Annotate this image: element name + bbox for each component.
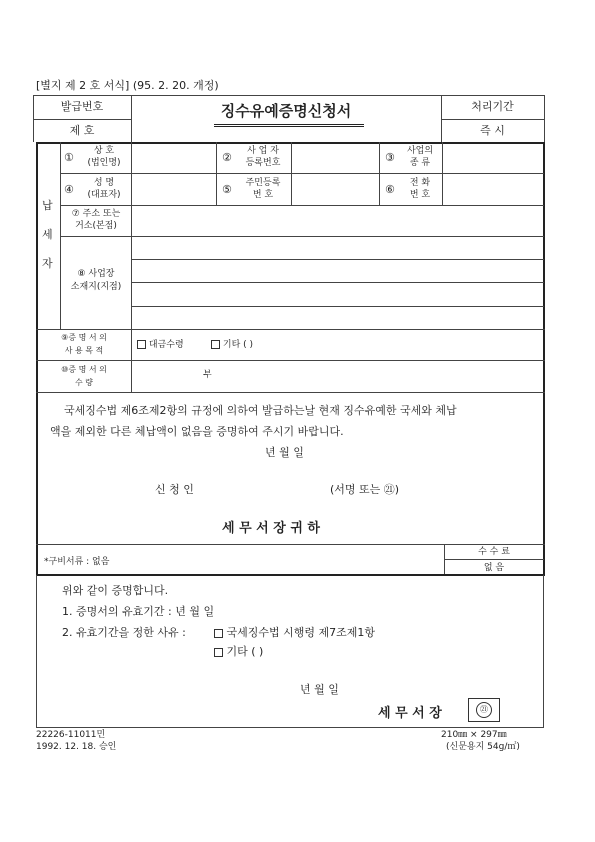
business-reg-input[interactable]	[292, 143, 378, 172]
purpose-option-payment[interactable]	[137, 340, 184, 350]
processing-period-value: 즉 시	[480, 124, 505, 137]
taxpayer-side-label-3: 자	[42, 257, 53, 270]
seal-mark: ㉑	[476, 702, 492, 718]
field-3-number: ③	[385, 151, 395, 164]
representative-name-sublabel: (대표자)	[87, 190, 121, 200]
applicant-input[interactable]	[210, 478, 320, 498]
other-reason-checkbox[interactable]	[214, 648, 223, 657]
taxpayer-side-label-2: 세	[42, 228, 53, 241]
business-type-input[interactable]	[443, 143, 542, 172]
business-name-label: 상 호	[93, 146, 115, 156]
paper-size: 210㎜ × 297㎜	[441, 730, 507, 740]
addressee: 세 무 서 장 귀 하	[222, 521, 320, 536]
resident-reg-sublabel: 번 호	[252, 190, 274, 200]
validity-period: 1. 증명서의 유효기간 : 년 월 일	[62, 605, 215, 618]
request-date: 년 월 일	[265, 446, 304, 459]
other-reason-label: 기타 ( )	[226, 645, 264, 658]
request-text-line-1: 국세징수법 제6조제2항의 규정에 의하여 발급하는날 현재 징수유예한 국세와 체납	[64, 404, 457, 417]
copies-input[interactable]	[132, 361, 542, 391]
field-6-number: ⑥	[385, 183, 395, 196]
purpose-label: ⑨증 명 서 의	[61, 333, 107, 342]
signature-label: (서명 또는 ㉑)	[330, 483, 400, 496]
certify-text-line-1: 위와 같이 증명합니다.	[62, 584, 169, 597]
law-reason-checkbox[interactable]	[214, 629, 223, 638]
address-input[interactable]	[132, 206, 542, 235]
reason-option-law[interactable]	[214, 627, 375, 638]
business-type-sublabel: 종 류	[409, 158, 431, 168]
fee-label: 수 수 료	[478, 547, 510, 557]
number-label: 제 호	[69, 124, 95, 137]
processing-period-label: 처리기간	[471, 100, 514, 113]
phone-input[interactable]	[443, 174, 542, 204]
approval-date: 1992. 12. 18. 승인	[36, 742, 117, 752]
business-type-label: 사업의	[406, 146, 434, 156]
payment-option-label: 대금수령	[148, 340, 184, 350]
field-5-number: ⑤	[222, 183, 232, 196]
issue-number-label: 발급번호	[60, 100, 104, 113]
business-name-input[interactable]	[132, 143, 215, 172]
phone-label: 전 화	[409, 178, 431, 188]
seal-box	[468, 698, 500, 722]
business-location-sublabel: 소재지(지점)	[70, 282, 122, 292]
business-name-sublabel: (법인명)	[87, 158, 121, 168]
representative-name-label: 성 명	[93, 178, 115, 188]
copies-sublabel: 수 량	[75, 378, 93, 387]
resident-reg-input[interactable]	[292, 174, 378, 204]
business-location-input[interactable]	[132, 237, 542, 328]
copies-label: ⑩증 명 서 의	[61, 365, 107, 374]
field-1-number: ①	[64, 151, 74, 164]
fee-value: 없 음	[483, 563, 505, 573]
validity-reason-label: 2. 유효기간을 정한 사유 :	[62, 626, 186, 639]
other-purpose-checkbox[interactable]	[211, 340, 220, 349]
resident-reg-label: 주민등록	[245, 178, 281, 188]
certify-date: 년 월 일	[300, 683, 339, 696]
form-code: [별지 제 2 호 서식] (95. 2. 20. 개정)	[36, 79, 219, 92]
tax-office-head: 세 무 서 장	[378, 706, 442, 721]
business-reg-sublabel: 등록번호	[245, 158, 281, 168]
other-purpose-label: 기타 ( )	[222, 340, 254, 350]
purpose-option-other[interactable]	[211, 340, 253, 350]
business-reg-label: 사 업 자	[247, 146, 279, 156]
copies-unit: 부	[203, 370, 212, 380]
field-2-number: ②	[222, 151, 232, 164]
field-4-number: ④	[64, 183, 74, 196]
address-label: ⑦ 주소 또는	[71, 209, 121, 219]
law-reason-label: 국세징수법 시행령 제7조제1항	[226, 626, 376, 639]
page-title: 징수유예증명신청서	[220, 102, 352, 120]
purpose-sublabel: 사 용 목 적	[64, 346, 104, 355]
request-text-line-2: 액을 제외한 다른 체납액이 없음을 증명하여 주시기 바랍니다.	[50, 425, 344, 438]
business-location-label: ⑧ 사업장	[77, 269, 115, 279]
required-documents: *구비서류 : 없음	[44, 557, 110, 567]
phone-sublabel: 번 호	[409, 190, 431, 200]
taxpayer-side-label-1: 납	[42, 199, 53, 212]
address-sublabel: 거소(본점)	[75, 221, 117, 231]
reason-option-other[interactable]	[214, 646, 263, 657]
paper-type: (신문용지 54g/㎡)	[446, 742, 520, 752]
form-serial: 22226-11011민	[36, 730, 106, 740]
applicant-label: 신 청 인	[155, 483, 194, 496]
payment-checkbox[interactable]	[137, 340, 146, 349]
representative-name-input[interactable]	[132, 174, 215, 204]
